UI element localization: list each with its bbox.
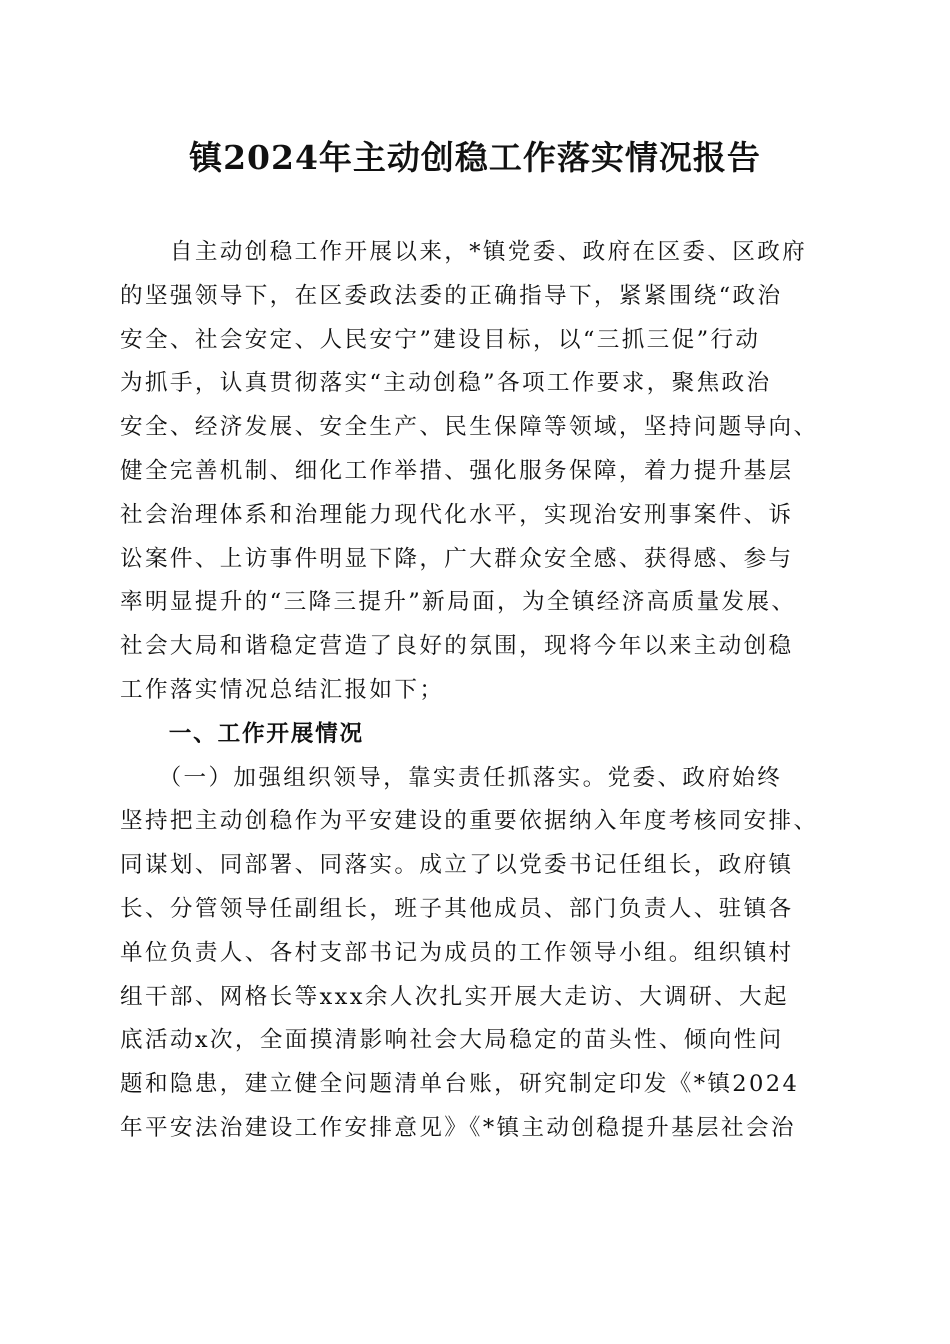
text-line: 自主动创稳工作开展以来，*镇党委、政府在区委、区政府 — [120, 239, 808, 265]
text-line: 健全完善机制、细化工作举措、强化服务保障，着力提升基层 — [120, 457, 794, 484]
text-line: 年平安法治建设工作安排意见》《*镇主动创稳提升基层社会治 — [120, 1114, 796, 1141]
document-body — [120, 231, 832, 1151]
text-line: 单位负责人、各村支部书记为成员的工作领导小组。组织镇村 — [120, 939, 794, 966]
text-line: 社会大局和谐稳定营造了良好的氛围，现将今年以来主动创稳 — [120, 633, 794, 660]
text-line: 安全、经济发展、安全生产、民生保障等领域，坚持问题导向、 — [120, 414, 819, 441]
text-line: 题和隐患，建立健全问题清单台账，研究制定印发《*镇2024 — [120, 1071, 800, 1098]
text-line: 安全、社会安定、人民安宁”建设目标，以“三抓三促”行动 — [120, 326, 761, 353]
text-line: 组干部、网格长等xxx余人次扎实开展大走访、大调研、大起 — [120, 983, 789, 1010]
document-title: 镇2024年主动创稳工作落实情况报告 — [189, 138, 761, 177]
paragraph-organization — [120, 757, 832, 1151]
text-line: 率明显提升的“三降三提升”新局面，为全镇经济高质量发展、 — [120, 589, 797, 616]
text-line: （一）加强组织领导，靠实责任抓落实。党委、政府始终 — [120, 764, 783, 791]
text-line: 底活动x次，全面摸清影响社会大局稳定的苗头性、倾向性问 — [120, 1027, 784, 1054]
text-line: 为抓手，认真贯彻落实“主动创稳”各项工作要求，聚焦政治 — [120, 370, 772, 397]
text-line: 讼案件、上访事件明显下降，广大群众安全感、获得感、参与 — [120, 545, 794, 572]
text-line: 社会治理体系和治理能力现代化水平，实现治安刑事案件、诉 — [120, 501, 794, 528]
text-line: 坚持把主动创稳作为平安建设的重要依据纳入年度考核同安排、 — [120, 808, 819, 835]
text-line: 同谋划、同部署、同落实。成立了以党委书记任组长，政府镇 — [120, 852, 794, 879]
section-heading: 一、工作开展情况 — [120, 720, 364, 747]
text-line: 长、分管领导任副组长，班子其他成员、部门负责人、驻镇各 — [120, 895, 794, 922]
text-line: 工作落实情况总结汇报如下； — [120, 676, 445, 703]
text-line: 的坚强领导下，在区委政法委的正确指导下，紧紧围绕“政治 — [120, 282, 783, 309]
paragraph-intro — [120, 231, 832, 713]
